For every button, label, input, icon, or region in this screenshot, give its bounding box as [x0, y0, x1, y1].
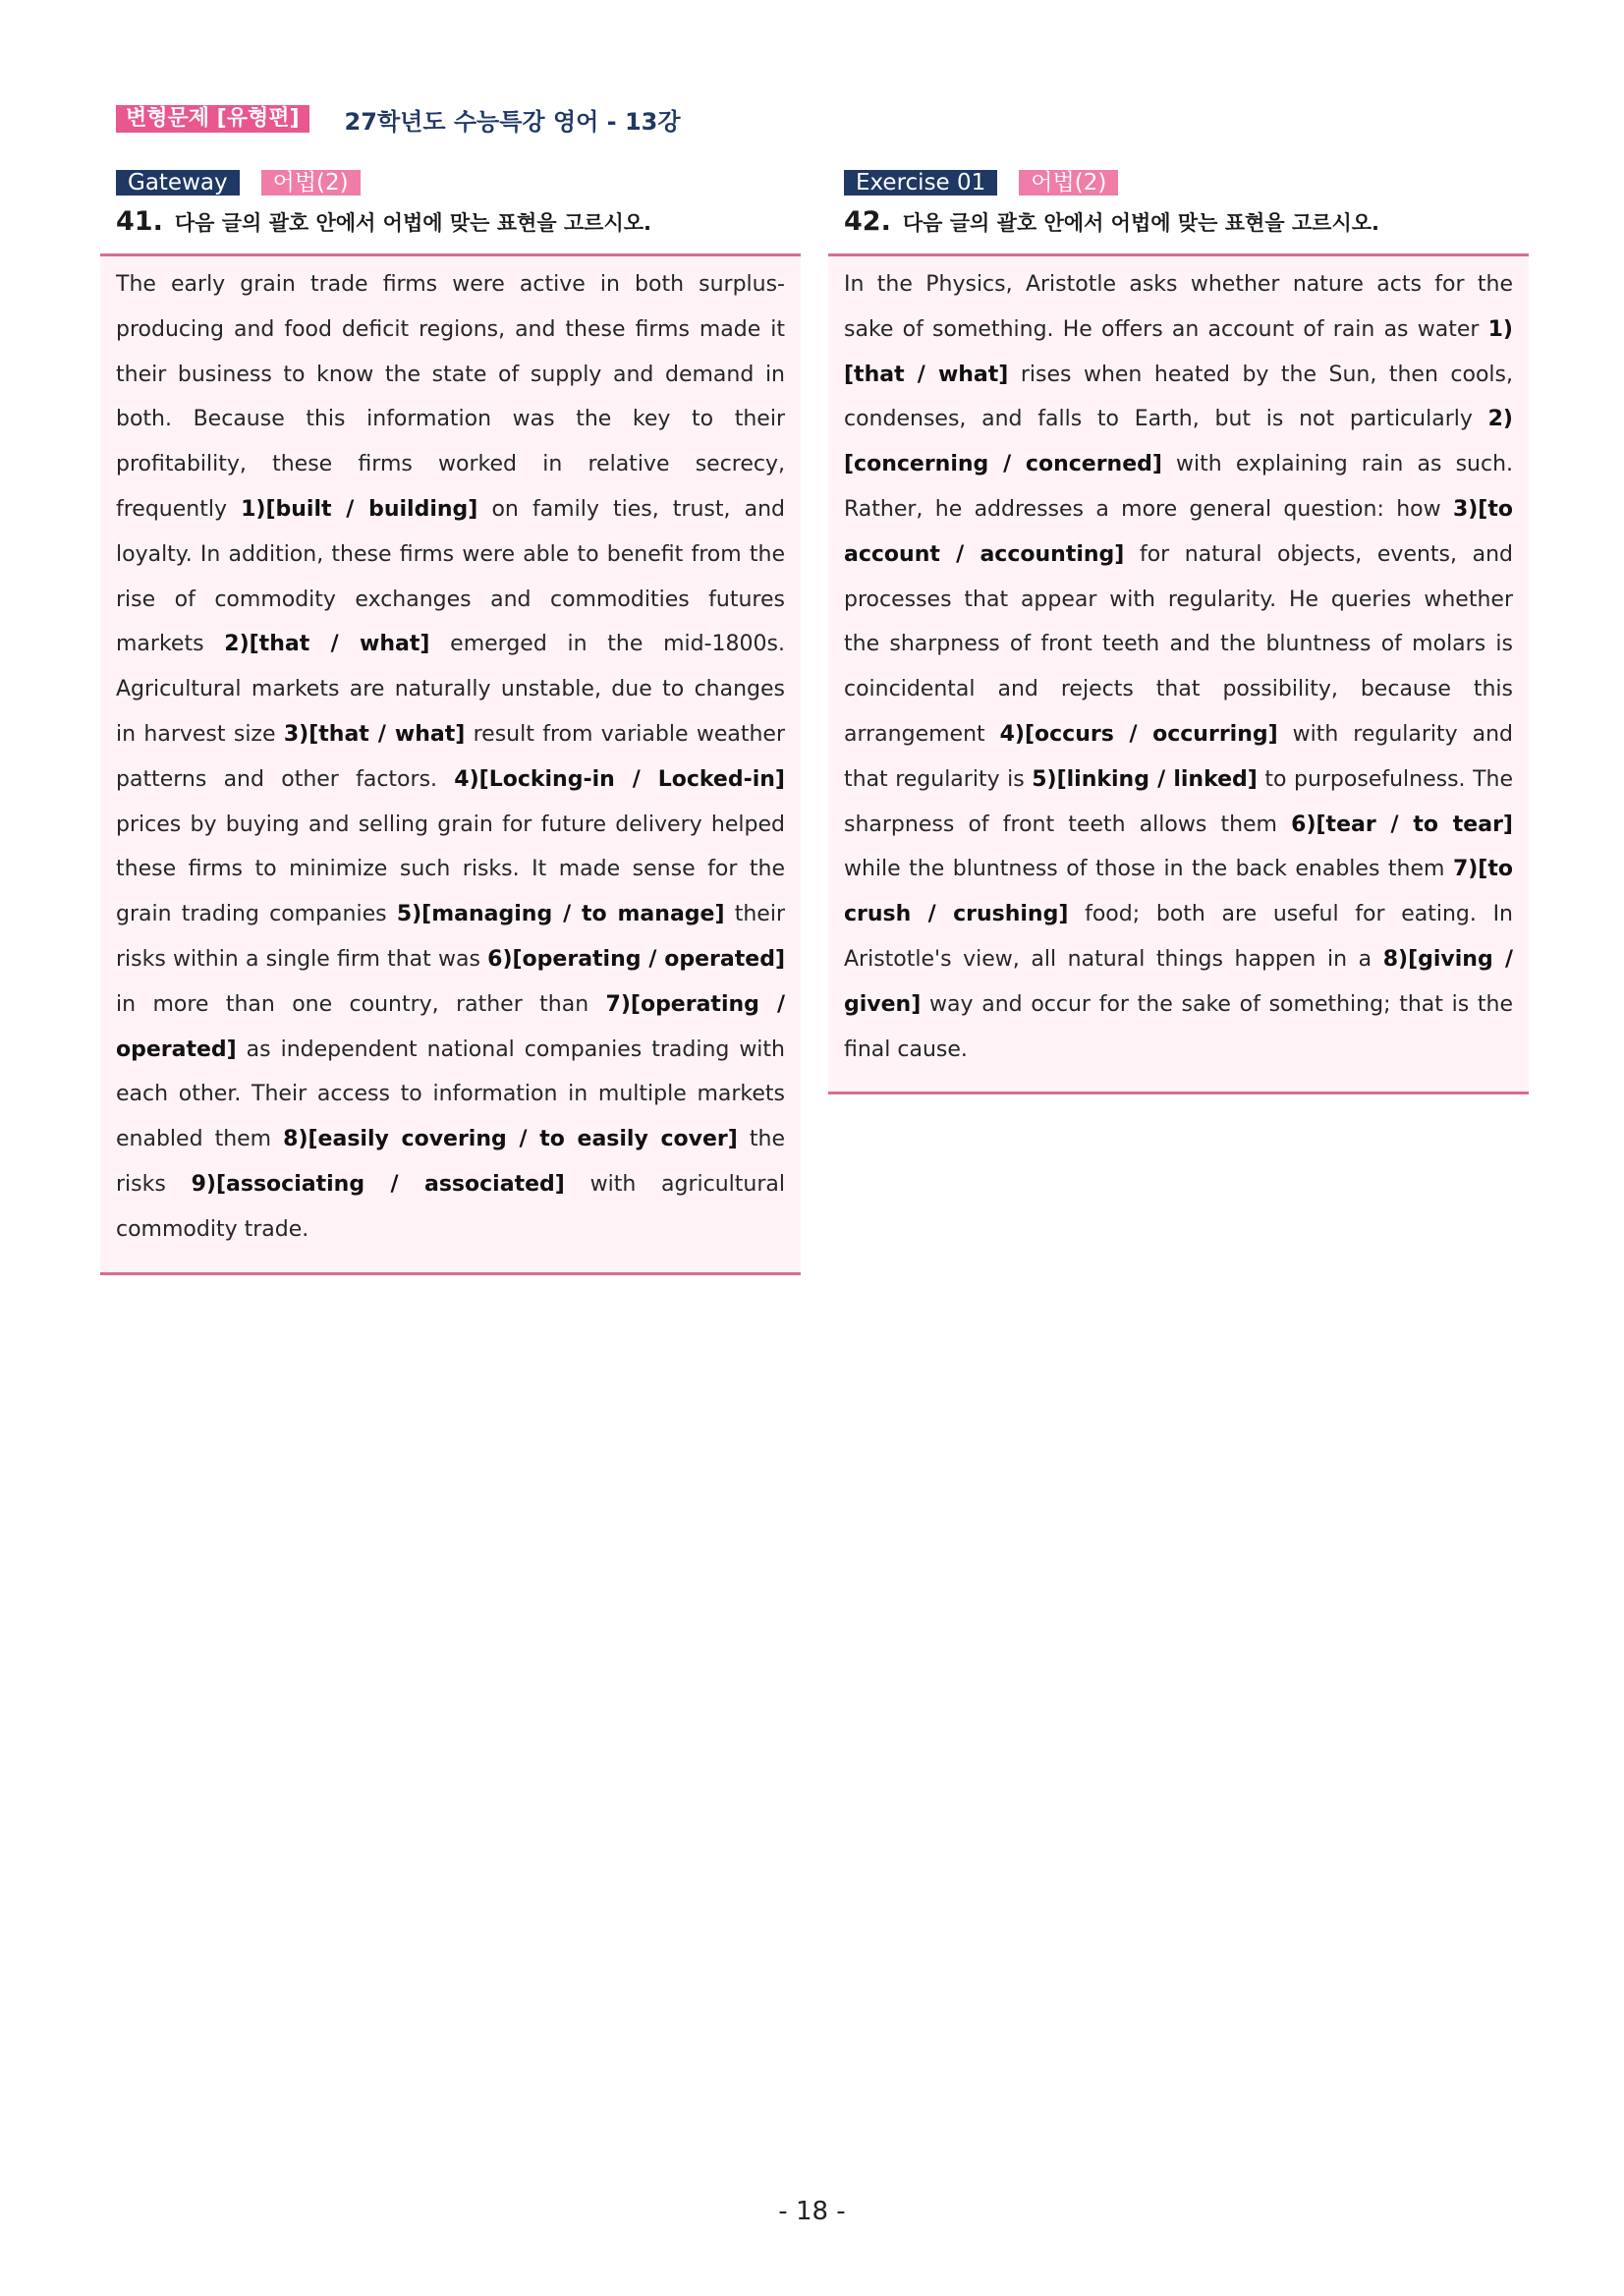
type-label: 어법(2) [261, 170, 361, 196]
passage-text: in more than one country, rather than [116, 991, 606, 1017]
passage-text: result from variable weather patterns and other factors. [116, 721, 785, 792]
question-instruction: 다음 글의 괄호 안에서 어법에 맞는 표현을 고르시오. [902, 211, 1380, 235]
question-labels [116, 169, 801, 196]
passage-text: food; both are useful for eating. In Aristotle's view, all natural things happen in a [844, 902, 1513, 972]
question-heading [844, 206, 1529, 242]
passage-text: way and occur for the sake of something; that is the final cause. [844, 991, 1513, 1062]
answer-choice: 8)[giving / given] [844, 946, 1513, 1017]
passage-text: with regularity and that regularity is [844, 721, 1513, 792]
passage-text: In the Physics, Aristotle asks whether nature acts for the sake of something. He offers an account of rain as water [844, 272, 1513, 342]
answer-choice: 1)[built / building] [241, 496, 478, 522]
answer-choice: 2)[that / what] [224, 632, 430, 657]
passage-text: while the bluntness of those in the back enables them [844, 857, 1453, 882]
question-number: 42. [844, 206, 891, 237]
passage-text: The early grain trade firms were active in both surplus-producing and food deficit regions, and these firms made it their business to know the state of supply and demand in both. Because this information was the key to their profitability, these firms worked in relative secrecy, frequently [116, 272, 785, 522]
page-number: - 18 - [778, 2197, 846, 2226]
worksheet-title: 27학년도 수능특강 영어 - 13강 [344, 107, 681, 136]
passage-text: with agricultural commodity trade. [116, 1171, 785, 1242]
passage-text: on family ties, trust, and loyalty. In addition, these firms were able to benefit from the rise of commodity exchanges and commodities futures markets [116, 496, 785, 657]
page-header [116, 102, 681, 136]
passage-box [828, 253, 1529, 1094]
answer-choice: 9)[associating / associated] [191, 1171, 565, 1197]
question-heading [116, 206, 801, 242]
passage-text: rises when heated by the Sun, then cools, condenses, and falls to Earth, but is not particularly [844, 362, 1513, 432]
passage-box [100, 253, 801, 1275]
passage-text: the risks [116, 1127, 785, 1197]
type-label: 어법(2) [1019, 170, 1118, 196]
section-label: Gateway [116, 170, 240, 196]
question-41-column [100, 169, 801, 1275]
section-label: Exercise 01 [844, 170, 997, 196]
passage-text: for natural objects, events, and processes that appear with regularity. He queries whether the sharpness of front teeth and the bluntness of molars is coincidental and rejects that possibility, because this arrangement [844, 541, 1513, 747]
answer-choice: 6)[tear / to tear] [1291, 812, 1513, 837]
answer-choice: 1)[that / what] [844, 316, 1513, 387]
answer-choice: 3)[to account / accounting] [844, 496, 1513, 567]
passage-text: to purposefulness. The sharpness of front teeth allows them [844, 766, 1513, 837]
passage-text: as independent national companies trading with each other. Their access to information in multiple markets enabled them [116, 1036, 785, 1152]
answer-choice: 2)[concerning / concerned] [844, 407, 1513, 477]
passage-text: prices by buying and selling grain for future delivery helped these firms to minimize such risks. It made sense for the grain trading companies [116, 812, 785, 927]
question-instruction: 다음 글의 괄호 안에서 어법에 맞는 표현을 고르시오. [174, 211, 652, 235]
answer-choice: 8)[easily covering / to easily cover] [283, 1127, 738, 1152]
question-labels [844, 169, 1529, 196]
question-42-column [828, 169, 1529, 1094]
answer-choice: 5)[managing / to manage] [396, 902, 725, 927]
answer-choice: 4)[Locking-in / Locked-in] [454, 766, 785, 792]
answer-choice: 5)[linking / linked] [1032, 766, 1258, 792]
worksheet-type-tag: 변형문제 [유형편] [116, 105, 309, 133]
passage-text: emerged in the mid-1800s. Agricultural markets are naturally unstable, due to changes in harvest size [116, 632, 785, 747]
answer-choice: 7)[to crush / crushing] [844, 857, 1513, 927]
question-number: 41. [116, 206, 163, 237]
answer-choice: 4)[occurs / occurring] [999, 721, 1278, 747]
answer-choice: 6)[operating / operated] [487, 946, 785, 972]
answer-choice: 3)[that / what] [283, 721, 466, 747]
passage-text: their risks within a single firm that was [116, 902, 785, 972]
passage-text: with explaining rain as such. Rather, he addresses a more general question: how [844, 452, 1514, 522]
answer-choice: 7)[operating / operated] [116, 991, 785, 1062]
